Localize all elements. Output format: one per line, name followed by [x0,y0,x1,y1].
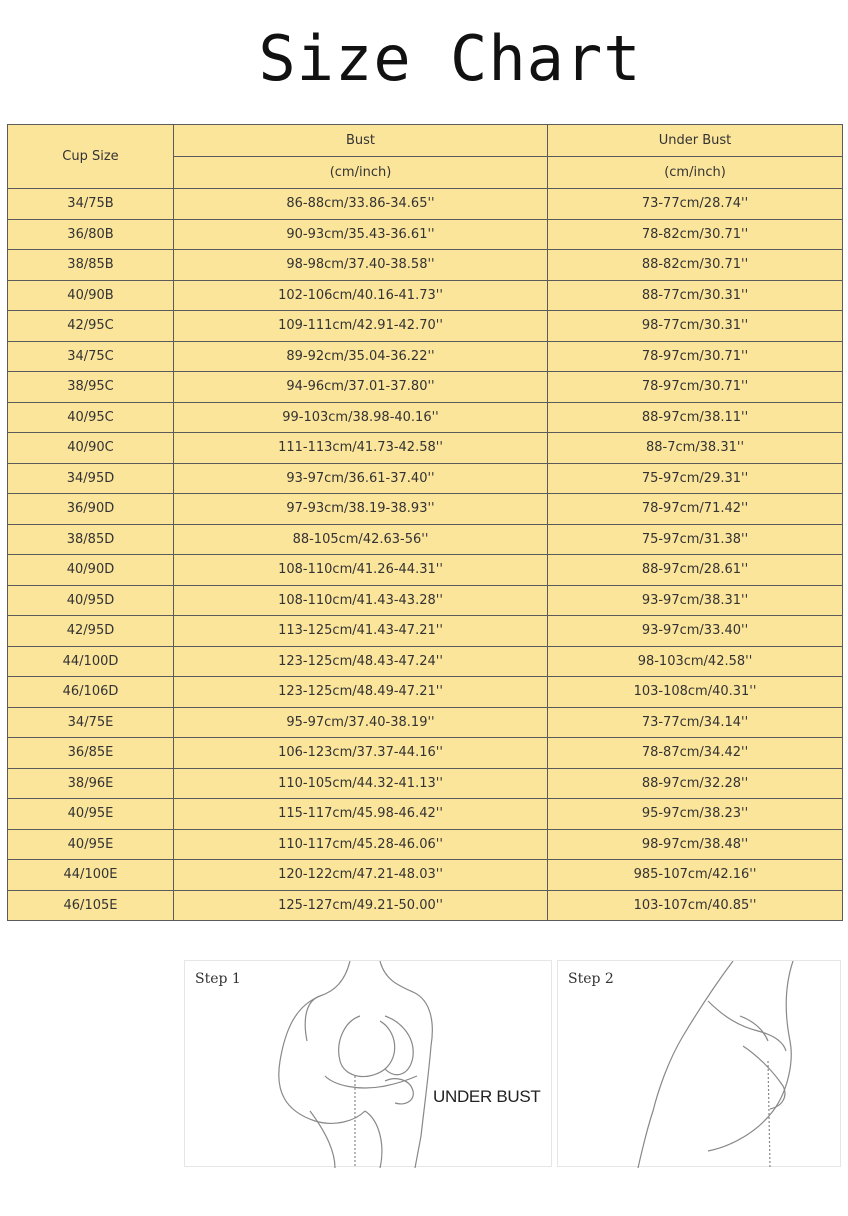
cup-size-cell: 34/75B [8,189,174,220]
table-row [8,311,843,342]
under-bust-cell: 103-108cm/40.31'' [548,677,843,708]
measuring-under-bust-figure [185,961,553,1168]
table-row [8,616,843,647]
under-bust-cell: 95-97cm/38.23'' [548,799,843,830]
cup-size-cell: 38/95C [8,372,174,403]
cup-size-cell: 36/80B [8,219,174,250]
table-row [8,738,843,769]
bust-cell: 97-93cm/38.19-38.93'' [174,494,548,525]
cup-size-cell: 42/95C [8,311,174,342]
cup-size-cell: 40/90B [8,280,174,311]
cup-size-cell: 40/90C [8,433,174,464]
cup-size-cell: 40/95E [8,799,174,830]
table-row [8,463,843,494]
bust-cell: 125-127cm/49.21-50.00'' [174,890,548,921]
header-bust-unit: (cm/inch) [174,157,548,189]
under-bust-caption: UNDER BUST [433,1087,541,1106]
header-bust: Bust [174,125,548,157]
bust-cell: 110-105cm/44.32-41.13'' [174,768,548,799]
measuring-tape-figure [558,961,842,1168]
bust-cell: 110-117cm/45.28-46.06'' [174,829,548,860]
cup-size-cell: 40/95D [8,585,174,616]
table-row [8,219,843,250]
bust-cell: 115-117cm/45.98-46.42'' [174,799,548,830]
under-bust-cell: 78-97cm/71.42'' [548,494,843,525]
under-bust-cell: 78-87cm/34.42'' [548,738,843,769]
bust-cell: 108-110cm/41.43-43.28'' [174,585,548,616]
under-bust-cell: 75-97cm/29.31'' [548,463,843,494]
bust-cell: 123-125cm/48.43-47.24'' [174,646,548,677]
page-title: Size Chart [258,22,642,95]
step-2-label: Step 2 [568,971,614,987]
table-row [8,524,843,555]
table-row [8,860,843,891]
under-bust-cell: 985-107cm/42.16'' [548,860,843,891]
step-1-label: Step 1 [195,971,241,987]
cup-size-cell: 40/95C [8,402,174,433]
under-bust-cell: 73-77cm/34.14'' [548,707,843,738]
table-row [8,555,843,586]
cup-size-cell: 36/85E [8,738,174,769]
table-row [8,189,843,220]
size-chart-table [7,124,843,921]
table-row [8,433,843,464]
under-bust-cell: 75-97cm/31.38'' [548,524,843,555]
cup-size-cell: 38/85D [8,524,174,555]
under-bust-cell: 88-77cm/30.31'' [548,280,843,311]
under-bust-cell: 88-97cm/32.28'' [548,768,843,799]
cup-size-cell: 42/95D [8,616,174,647]
table-row [8,280,843,311]
header-under-bust: Under Bust [548,125,843,157]
under-bust-cell: 103-107cm/40.85'' [548,890,843,921]
cup-size-cell: 44/100E [8,860,174,891]
under-bust-cell: 88-97cm/38.11'' [548,402,843,433]
bust-cell: 88-105cm/42.63-56'' [174,524,548,555]
table-row [8,402,843,433]
bust-cell: 102-106cm/40.16-41.73'' [174,280,548,311]
bust-cell: 89-92cm/35.04-36.22'' [174,341,548,372]
table-row [8,677,843,708]
cup-size-cell: 44/100D [8,646,174,677]
bust-cell: 106-123cm/37.37-44.16'' [174,738,548,769]
bust-cell: 98-98cm/37.40-38.58'' [174,250,548,281]
table-row [8,250,843,281]
bust-cell: 94-96cm/37.01-37.80'' [174,372,548,403]
step-2-illustration [557,960,841,1167]
bust-cell: 86-88cm/33.86-34.65'' [174,189,548,220]
cup-size-cell: 38/96E [8,768,174,799]
under-bust-cell: 88-82cm/30.71'' [548,250,843,281]
table-row [8,890,843,921]
table-row [8,646,843,677]
cup-size-cell: 40/90D [8,555,174,586]
table-row [8,829,843,860]
table-row [8,372,843,403]
bust-cell: 90-93cm/35.43-36.61'' [174,219,548,250]
table-row [8,768,843,799]
header-cup-size: Cup Size [8,125,174,189]
bust-cell: 113-125cm/41.43-47.21'' [174,616,548,647]
bust-cell: 111-113cm/41.73-42.58'' [174,433,548,464]
under-bust-cell: 78-82cm/30.71'' [548,219,843,250]
under-bust-cell: 88-97cm/28.61'' [548,555,843,586]
under-bust-cell: 78-97cm/30.71'' [548,341,843,372]
bust-cell: 99-103cm/38.98-40.16'' [174,402,548,433]
under-bust-cell: 93-97cm/38.31'' [548,585,843,616]
table-row [8,494,843,525]
cup-size-cell: 36/90D [8,494,174,525]
under-bust-cell: 98-103cm/42.58'' [548,646,843,677]
cup-size-cell: 38/85B [8,250,174,281]
table-row [8,707,843,738]
table-body [8,189,843,921]
bust-cell: 123-125cm/48.49-47.21'' [174,677,548,708]
cup-size-cell: 34/95D [8,463,174,494]
under-bust-cell: 88-7cm/38.31'' [548,433,843,464]
under-bust-cell: 98-97cm/38.48'' [548,829,843,860]
bust-cell: 95-97cm/37.40-38.19'' [174,707,548,738]
step-1-illustration [184,960,552,1167]
bust-cell: 120-122cm/47.21-48.03'' [174,860,548,891]
cup-size-cell: 46/105E [8,890,174,921]
bust-cell: 93-97cm/36.61-37.40'' [174,463,548,494]
cup-size-cell: 34/75C [8,341,174,372]
header-under-bust-unit: (cm/inch) [548,157,843,189]
under-bust-cell: 73-77cm/28.74'' [548,189,843,220]
under-bust-cell: 93-97cm/33.40'' [548,616,843,647]
cup-size-cell: 34/75E [8,707,174,738]
cup-size-cell: 46/106D [8,677,174,708]
table-row [8,341,843,372]
bust-cell: 109-111cm/42.91-42.70'' [174,311,548,342]
table-row [8,585,843,616]
under-bust-cell: 98-77cm/30.31'' [548,311,843,342]
under-bust-cell: 78-97cm/30.71'' [548,372,843,403]
table-row [8,799,843,830]
bust-cell: 108-110cm/41.26-44.31'' [174,555,548,586]
cup-size-cell: 40/95E [8,829,174,860]
